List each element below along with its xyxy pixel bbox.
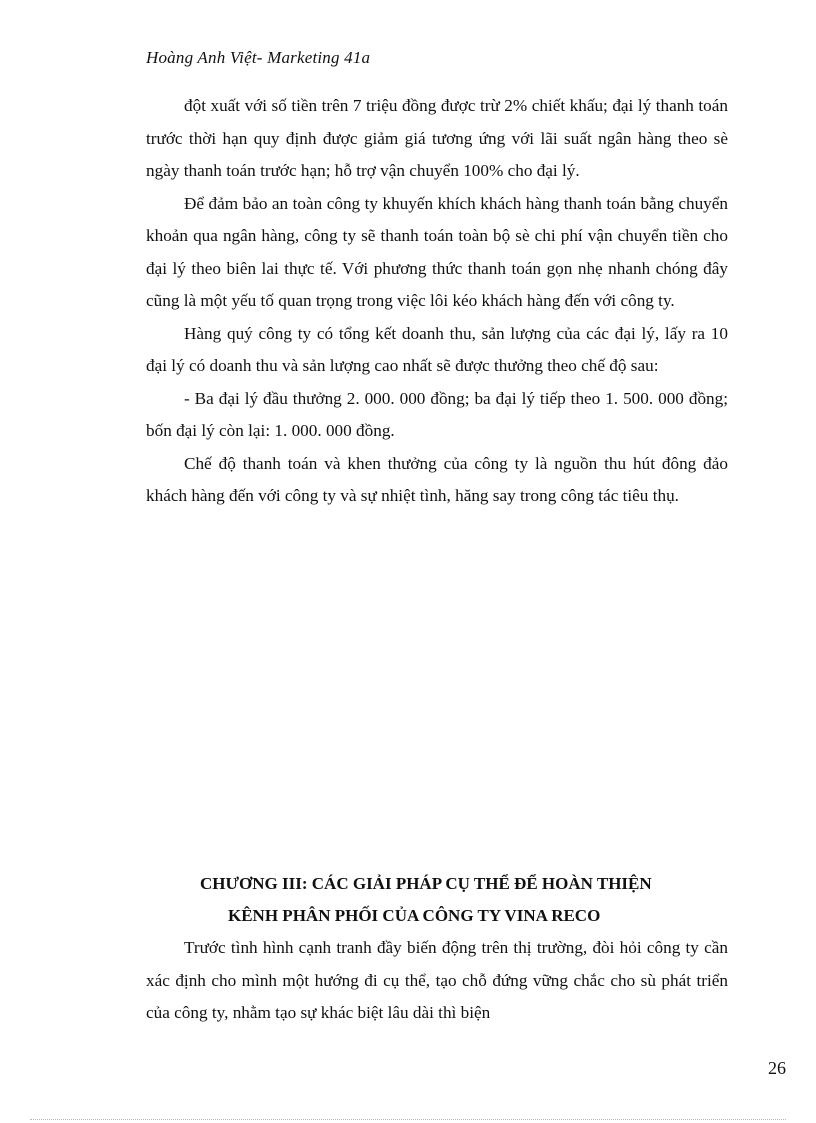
paragraph: Chế độ thanh toán và khen thưởng của công ty là nguồn thu hút đông đảo khách hàng đến với công ty và sự nhiệt tình, hăng say trong công tác tiêu thụ. — [146, 453, 728, 505]
running-header: Hoàng Anh Việt- Marketing 41a — [146, 48, 371, 67]
chapter-intro — [146, 932, 728, 1030]
chapter-heading-line-1: CHƯƠNG III: CÁC GIẢI PHÁP CỤ THỂ ĐỂ HOÀN THIỆN — [200, 874, 652, 893]
chapter-heading — [146, 868, 786, 932]
paragraph: - Ba đại lý đầu thưởng 2. 000. 000 đồng; ba đại lý tiếp theo 1. 500. 000 đồng; bốn đại lý còn lại: 1. 000. 000 đồng. — [146, 388, 728, 440]
page-number: 26 — [768, 1058, 786, 1078]
body-text — [146, 90, 728, 513]
page-bottom-divider — [30, 1119, 786, 1120]
paragraph: đột xuất với số tiền trên 7 triệu đồng được trừ 2% chiết khấu; đại lý thanh toán trước thời hạn quy định được giảm giá tương ứng với lãi suất ngân hàng theo sè ngày thanh toán trước hạn; hỗ trợ vận chuyển 100% cho đại lý. — [146, 96, 728, 180]
paragraph: Hàng quý công ty có tổng kết doanh thu, sản lượng của các đại lý, lấy ra 10 đại lý có doanh thu và sản lượng cao nhất sẽ được thưởng theo chế độ sau: — [146, 323, 728, 375]
paragraph: Trước tình hình cạnh tranh đầy biến động trên thị trường, đòi hỏi công ty cần xác định cho mình một hướng đi cụ thể, tạo chỗ đứng vững chắc cho sù phát triển của công ty, nhằm tạo sự khác biệt lâu dài thì biện — [146, 938, 728, 1022]
paragraph: Để đảm bảo an toàn công ty khuyến khích khách hàng thanh toán bằng chuyển khoản qua ngân hàng, công ty sẽ thanh toán toàn bộ sè chi phí vận chuyển tiền cho đại lý theo biên lai thực tế. Với phương thức thanh toán gọn nhẹ nhanh chóng đây cũng là một yếu tố quan trọng trong việc lôi kéo khách hàng đến với công ty. — [146, 193, 728, 310]
chapter-heading-line-2: KÊNH PHÂN PHỐI CỦA CÔNG TY VINA RECO — [228, 906, 601, 925]
